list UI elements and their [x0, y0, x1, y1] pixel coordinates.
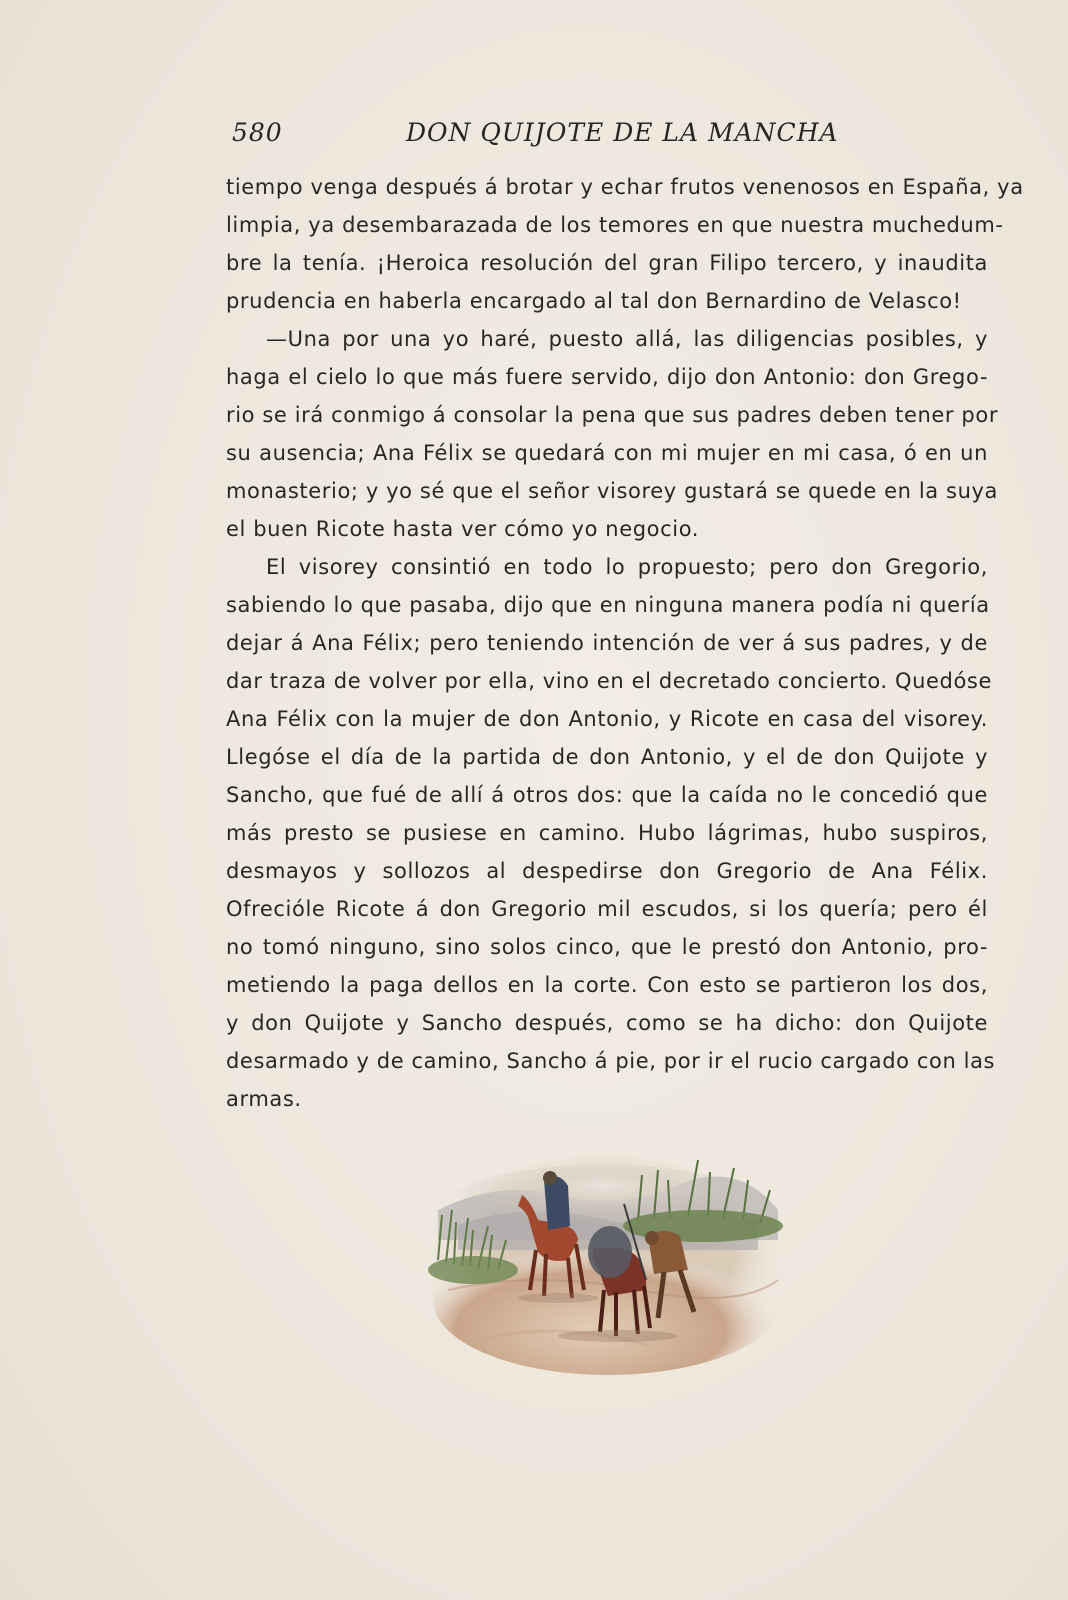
text-line: sabiendo lo que pasaba, dijo que en ninguna manera podía ni quería: [226, 593, 990, 617]
text-line: monasterio; y yo sé que el señor visorey gustará se quede en la suya: [226, 479, 998, 503]
body-text: [226, 168, 1024, 1118]
text-line: tiempo venga después á brotar y echar frutos venenosos en España, ya: [226, 175, 1024, 199]
text-line: rio se irá conmigo á consolar la pena que sus padres deben tener por: [226, 403, 999, 427]
text-line: metiendo la paga dellos en la corte. Con esto se partieron los dos,: [226, 973, 988, 997]
text-line: dar traza de volver por ella, vino en el decretado concierto. Quedóse: [226, 669, 992, 693]
running-title: DON QUIJOTE DE LA MANCHA: [406, 118, 839, 147]
text-line: Llegóse el día de la partida de don Antonio, y el de don Quijote y: [226, 745, 988, 769]
text-line: bre la tenía. ¡Heroica resolución del gran Filipo tercero, y inaudita: [226, 251, 988, 275]
text-line: desarmado y de camino, Sancho á pie, por ir el rucio cargado con las: [226, 1049, 996, 1073]
text-line: su ausencia; Ana Félix se quedará con mi mujer en mi casa, ó en un: [226, 441, 988, 465]
page-header: [232, 118, 992, 158]
text-line: desmayos y sollozos al despedirse don Gregorio de Ana Félix.: [226, 859, 988, 883]
text-line: limpia, ya desembarazada de los temores en que nuestra muchedum-: [226, 213, 1004, 237]
text-line: El visorey consintió en todo lo propuesto; pero don Gregorio,: [266, 555, 988, 579]
text-line: prudencia en haberla encargado al tal don Bernardino de Velasco!: [226, 289, 962, 313]
text-line: Sancho, que fué de allí á otros dos: que la caída no le concedió que: [226, 783, 988, 807]
text-line: Ofrecióle Ricote á don Gregorio mil escudos, si los quería; pero él: [226, 897, 988, 921]
text-line: haga el cielo lo que más fuere servido, dijo don Antonio: don Grego-: [226, 365, 988, 389]
text-line: no tomó ninguno, sino solos cinco, que le prestó don Antonio, pro-: [226, 935, 988, 959]
text-line: armas.: [226, 1087, 302, 1111]
text-line: Ana Félix con la mujer de don Antonio, y Ricote en casa del visorey.: [226, 707, 988, 731]
text-line: más presto se pusiese en camino. Hubo lágrimas, hubo suspiros,: [226, 821, 988, 845]
illustration-vignette: [418, 1140, 790, 1376]
page-number: 580: [232, 118, 283, 147]
text-line: dejar á Ana Félix; pero teniendo intención de ver á sus padres, y de: [226, 631, 988, 655]
text-line: —Una por una yo haré, puesto allá, las diligencias posibles, y: [266, 327, 988, 351]
text-line: el buen Ricote hasta ver cómo yo negocio.: [226, 517, 700, 541]
text-line: y don Quijote y Sancho después, como se ha dicho: don Quijote: [226, 1011, 988, 1035]
